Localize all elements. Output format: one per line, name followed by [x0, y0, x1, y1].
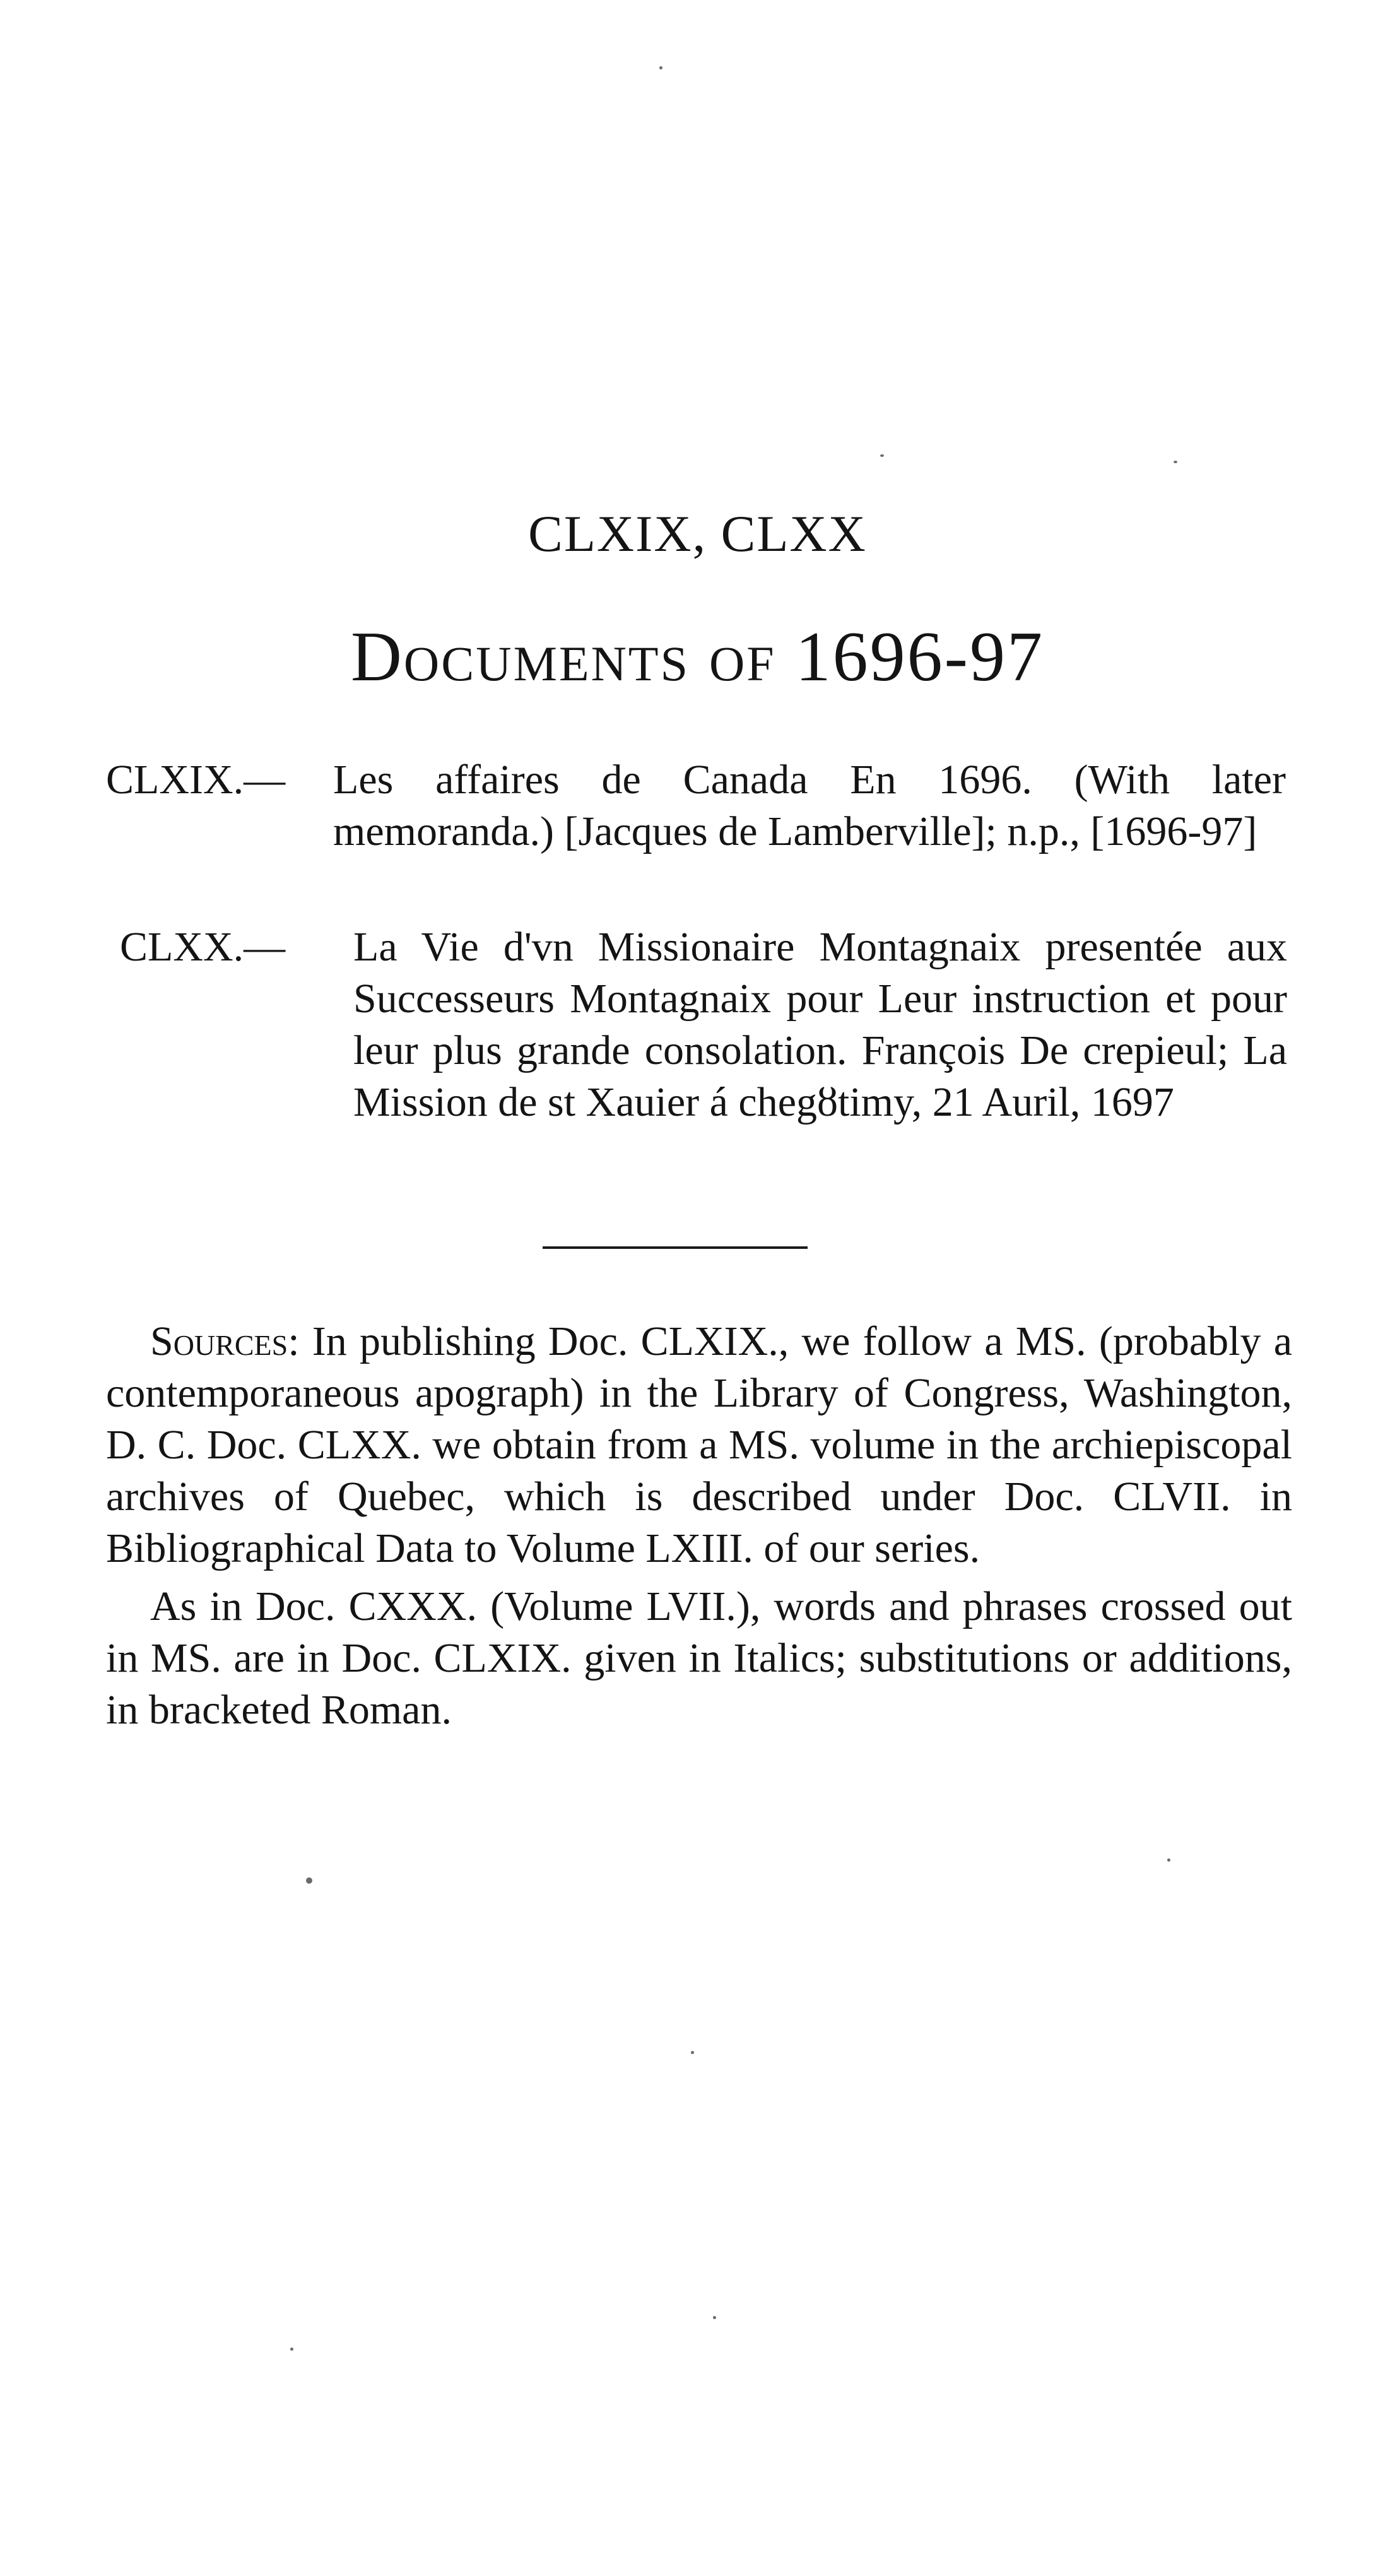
- entry-text: Les affaires de Canada En 1696. (With later memoranda.) [Jacques de Lamberville]; n.p., [1696-97]: [333, 757, 1286, 854]
- sources-paragraph: [106, 1316, 1292, 1575]
- section-divider: [543, 1246, 808, 1249]
- document-entry-clxix: [106, 754, 1292, 918]
- paper-speck: [1174, 461, 1177, 463]
- document-title: Documents of 1696-97: [351, 618, 1044, 696]
- document-entry-clxx: [120, 921, 1293, 1186]
- paper-speck: [880, 454, 884, 457]
- sources-colon: :: [288, 1318, 300, 1364]
- paper-speck: [306, 1877, 312, 1884]
- entry-label: CLXX.—: [120, 924, 286, 970]
- paper-speck: [713, 2316, 716, 2319]
- document-number-heading: CLXIX, CLXX: [528, 505, 867, 562]
- paper-speck: [290, 2348, 293, 2351]
- entry-text: La Vie d'vn Missionaire Montagnaix presentée aux Successeurs Montagnaix pour Leur instruction et pour leur plus grande consolation. François De crepieul; La Mission de st Xauier á chegȣtimy, 21 Auril, 1697: [353, 924, 1287, 1125]
- paper-speck: [659, 66, 662, 69]
- sources-text: In publishing Doc. CLXIX., we follow a MS. (probably a contemporaneous apograph) in the Library of Congress, Washington, D. C. Doc. CLXX. we obtain from a MS. volume in the archiepiscopal archives of Quebec, which is described under Doc. CLVII. in Bibliographical Data to Volume LXIII. of our series.: [106, 1318, 1292, 1571]
- entry-label: CLXIX.—: [106, 757, 286, 803]
- paper-speck: [1167, 1858, 1170, 1862]
- italics-note-paragraph: As in Doc. CXXX. (Volume LVII.), words and phrases crossed out in MS. are in Doc. CLXIX. given in Italics; substitutions or additions, in bracketed Roman.: [106, 1583, 1292, 1733]
- sources-section: [106, 1316, 1292, 1742]
- paper-speck: [691, 2051, 694, 2054]
- sources-label: Sources: [150, 1318, 288, 1364]
